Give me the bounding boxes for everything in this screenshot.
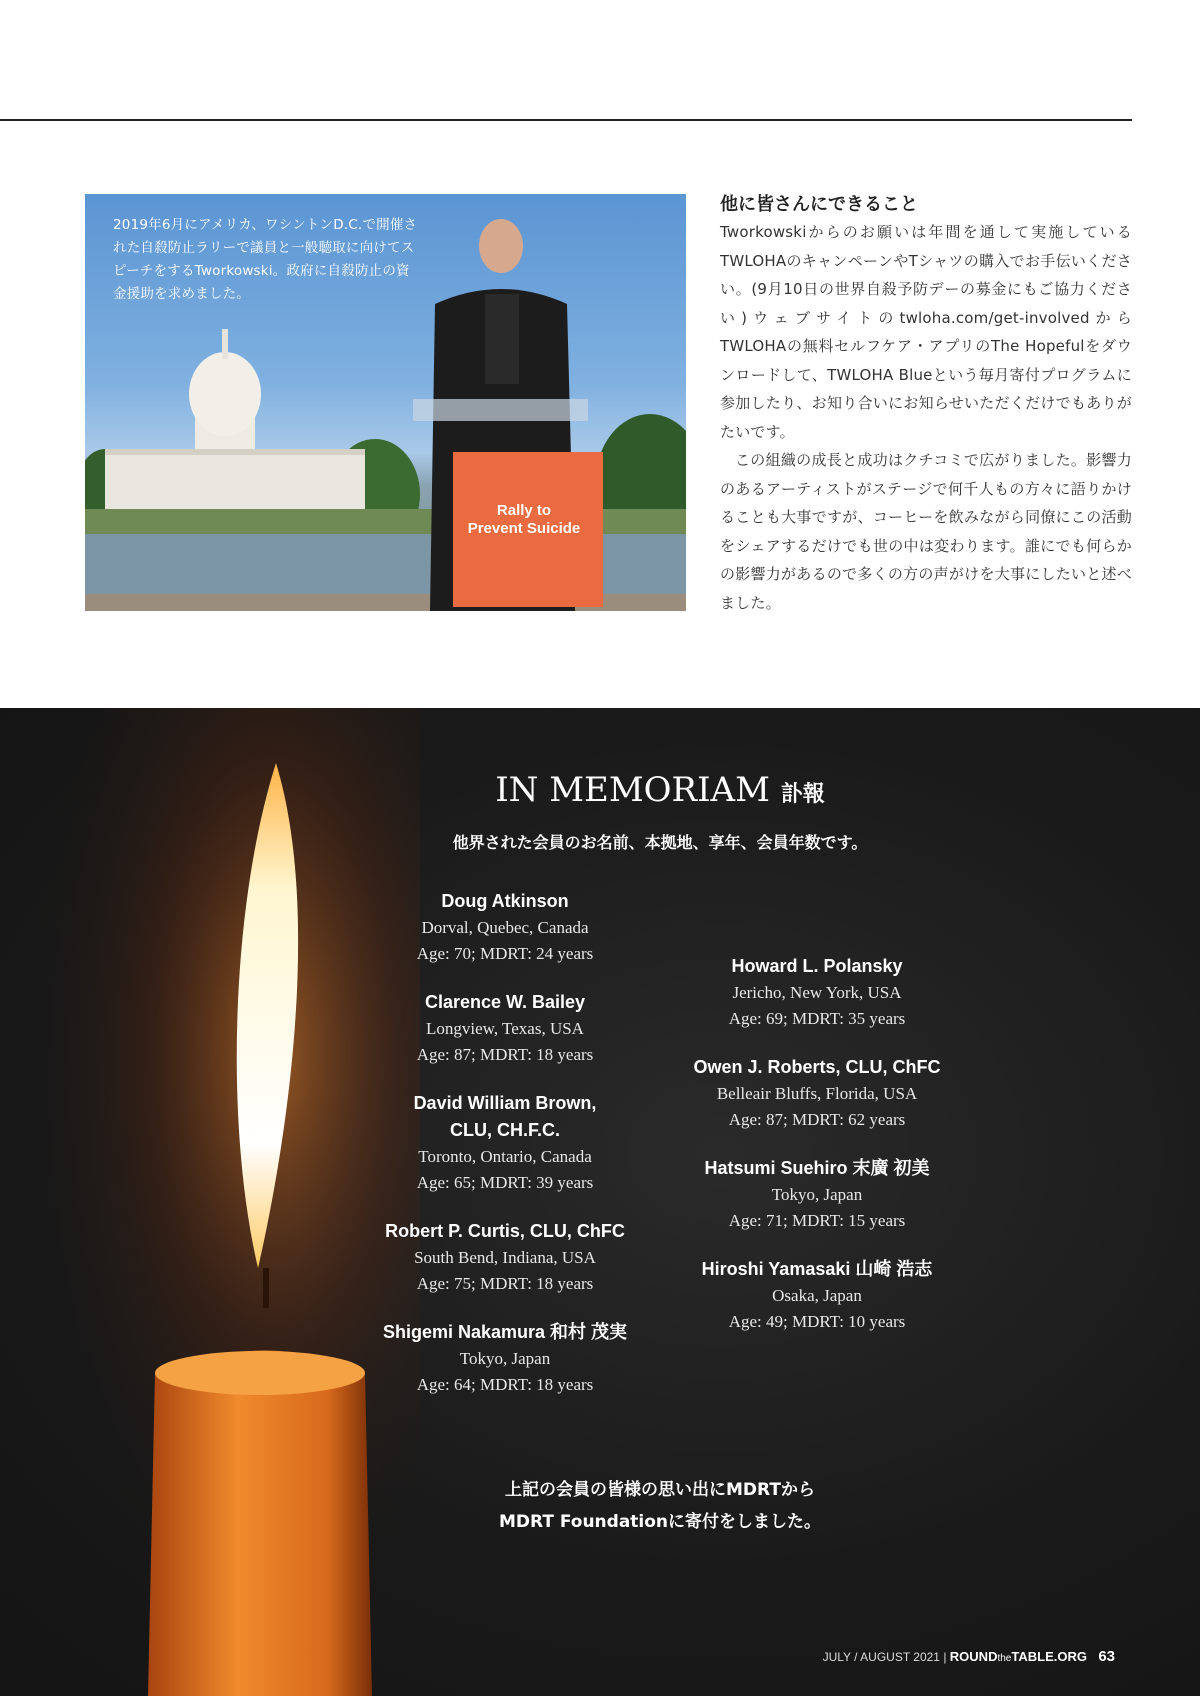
- memoriam-list-left: [355, 888, 655, 1420]
- member-name: Hiroshi Yamasaki 山崎 浩志: [701, 1259, 933, 1279]
- member-location: Dorval, Quebec, Canada: [421, 918, 589, 937]
- member-age: Age: 64; MDRT: 18 years: [416, 1375, 594, 1394]
- member-age: Age: 87; MDRT: 18 years: [416, 1045, 594, 1064]
- member-age: Age: 65; MDRT: 39 years: [416, 1173, 594, 1192]
- photo-caption: 2019年6月にアメリカ、ワシントンD.C.で開催された自殺防止ラリーで議員と一般聴取に向けてスピーチをするTworkowski。政府に自殺防止の資金援助を求めました。: [113, 217, 418, 302]
- memorial-entry: [667, 1054, 967, 1133]
- memorial-entry: [355, 1090, 655, 1196]
- side-paragraph-2: この組織の成長と成功はクチコミで広がりました。影響力のあるアーティストがステージで何千人もの方々に語りかけることも大事ですが、コーヒーを飲みながら同僚にこの活動をシェアするだけでも世の中は変わります。誰にでも何らかの影響力があるので多くの方の声がけを大事にしたいと述べました。: [720, 451, 1132, 612]
- side-heading: 他に皆さんにできること: [720, 194, 918, 215]
- memorial-entry: [355, 1218, 655, 1297]
- podium-sign-line2: Prevent Suicide: [467, 520, 581, 537]
- memoriam-closing: [0, 1474, 1200, 1538]
- site-name-the: the: [997, 1653, 1012, 1664]
- member-name: Robert P. Curtis, CLU, ChFC: [385, 1221, 625, 1241]
- member-age: Age: 71; MDRT: 15 years: [728, 1211, 906, 1230]
- podium-sign-line1: Rally to: [496, 502, 552, 519]
- member-location: Tokyo, Japan: [771, 1185, 863, 1204]
- member-location: Tokyo, Japan: [459, 1349, 551, 1368]
- member-age: Age: 49; MDRT: 10 years: [728, 1312, 906, 1331]
- memoriam-title-jp: 訃報: [780, 782, 825, 807]
- memorial-entry: [355, 1319, 655, 1398]
- footer-separator: |: [943, 1650, 947, 1664]
- member-location: Osaka, Japan: [772, 1286, 862, 1305]
- member-name: Hatsumi Suehiro 末廣 初美: [704, 1158, 930, 1178]
- memorial-entry: [667, 953, 967, 1032]
- memorial-entry: [355, 888, 655, 967]
- member-name: Howard L. Polansky: [731, 956, 903, 976]
- rally-photo: [85, 194, 686, 611]
- member-name: Shigemi Nakamura 和村 茂実: [382, 1322, 628, 1342]
- page-number: 63: [1098, 1648, 1115, 1665]
- issue-date: JULY / AUGUST 2021: [822, 1650, 940, 1664]
- memoriam-title-en: IN MEMORIAM: [495, 770, 770, 810]
- memorial-entry: [667, 1256, 967, 1335]
- site-name-round: ROUND: [949, 1649, 998, 1664]
- page-footer: [823, 1648, 1115, 1665]
- closing-line-1: 上記の会員の皆様の思い出にMDRTから: [505, 1480, 815, 1500]
- top-rule: [0, 119, 1132, 121]
- member-age: Age: 75; MDRT: 18 years: [416, 1274, 594, 1293]
- memoriam-title: [0, 770, 1200, 810]
- memoriam-section: [0, 708, 1200, 1696]
- member-location: South Bend, Indiana, USA: [414, 1248, 596, 1267]
- member-age: Age: 87; MDRT: 62 years: [728, 1110, 906, 1129]
- member-age: Age: 69; MDRT: 35 years: [728, 1009, 906, 1028]
- podium-sign: [449, 502, 599, 538]
- memorial-entry: [355, 989, 655, 1068]
- member-name: Owen J. Roberts, CLU, ChFC: [693, 1057, 941, 1077]
- side-column: [720, 190, 1132, 617]
- member-name: Doug Atkinson: [441, 891, 569, 911]
- member-location: Jericho, New York, USA: [732, 983, 902, 1002]
- member-name: Clarence W. Bailey: [424, 992, 586, 1012]
- closing-line-2: MDRT Foundationに寄付をしました。: [498, 1512, 822, 1532]
- memorial-entry: [667, 1155, 967, 1234]
- member-location: Longview, Texas, USA: [426, 1019, 584, 1038]
- site-name-table: TABLE.ORG: [1011, 1649, 1087, 1664]
- member-location: Toronto, Ontario, Canada: [418, 1147, 592, 1166]
- member-name-line2: CLU, CH.F.C.: [450, 1120, 560, 1140]
- memoriam-list-right: [667, 953, 967, 1357]
- side-paragraph-1: Tworkowskiからのお願いは年間を通して実施しているTWLOHAのキャンペーンやTシャツの購入でお手伝いください。(9月10日の世界自殺予防デーの募金にもご協力ください)ウェブサイトのtwloha.com/get-involvedからTWLOHAの無料セルフケア・アプリのThe Hopefulをダウンロードして、TWLOHA Blueという毎月寄付プログラムに参加したり、お知り合いにお知らせいただくだけでもありがたいです。: [720, 223, 1132, 441]
- member-name: David William Brown,: [413, 1093, 597, 1113]
- member-age: Age: 70; MDRT: 24 years: [416, 944, 594, 963]
- member-location: Belleair Bluffs, Florida, USA: [716, 1084, 918, 1103]
- site-name: [950, 1649, 1087, 1664]
- memoriam-subtitle: 他界された会員のお名前、本拠地、享年、会員年数です。: [452, 833, 868, 852]
